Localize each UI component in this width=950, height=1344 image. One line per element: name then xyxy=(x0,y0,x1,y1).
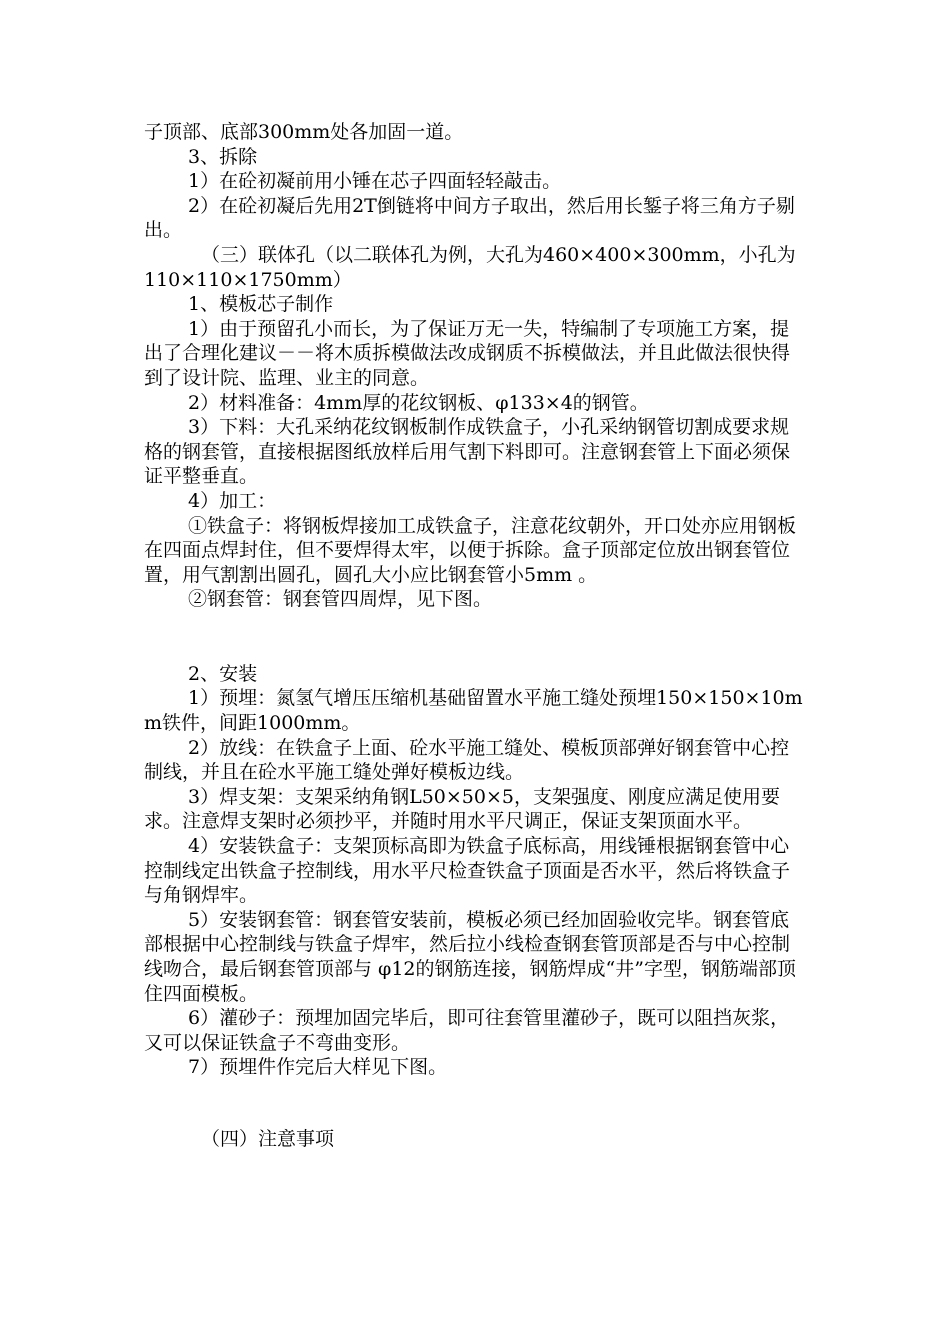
paragraph: 1）由于预留孔小而长，为了保证万无一失，特编制了专项施工方案，提出了合理化建议－－将木质拆模做法改成钢质不拆模做法，并且此做法很快得到了设计院、监理、业主的同意。 xyxy=(144,317,791,389)
paragraph: 7）预埋件作完后大样见下图。 xyxy=(188,1056,448,1079)
paragraph: ②钢套管：钢套管四周焊，见下图。 xyxy=(188,588,493,611)
paragraph: 1、模板芯子制作 xyxy=(188,293,334,316)
figure-placeholder-gap xyxy=(144,612,806,662)
paragraph: 1）在砼初凝前用小锤在芯子四面轻轻敲击。 xyxy=(188,170,562,193)
figure-placeholder-gap xyxy=(144,1080,806,1127)
paragraph: 1）预埋：氮氢气增压压缩机基础留置水平施工缝处预埋150×150×10mm铁件，间距1000mm。 xyxy=(144,687,803,735)
paragraph: ①铁盒子：将钢板焊接加工成铁盒子，注意花纹朝外，开口处亦应用钢板在四面点焊封住，但不要焊得太牢，以便于拆除。盒子顶部定位放出钢套管位置，用气割割出圆孔，圆孔大小应比钢套管小5mm 。 xyxy=(144,514,797,586)
paragraph: 子顶部、底部300mm处各加固一道。 xyxy=(144,121,464,143)
paragraph: 3、拆除 xyxy=(188,145,258,168)
paragraph: 4）加工： xyxy=(188,489,277,512)
paragraph: 2）放线：在铁盒子上面、砼水平施工缝处、模板顶部弹好钢套管中心控制线，并且在砼水平施工缝处弹好模板边线。 xyxy=(144,736,790,784)
paragraph: 4）安装铁盒子：支架顶标高即为铁盒子底标高，用线锤根据钢套管中心控制线定出铁盒子控制线，用水平尺检查铁盒子顶面是否水平，然后将铁盒子与角钢焊牢。 xyxy=(144,835,791,907)
paragraph: 5）安装钢套管：钢套管安装前，模板必须已经加固验收完毕。钢套管底部根据中心控制线与铁盒子焊牢，然后拉小线检查钢套管顶部是否与中心控制线吻合，最后钢套管顶部与 φ12的钢筋连接，钢筋焊成“井”字型，钢筋端部顶住四面模板。 xyxy=(144,908,796,1005)
paragraph: （三）联体孔（以二联体孔为例，大孔为460×400×300mm，小孔为110×110×1750mm） xyxy=(144,243,796,291)
paragraph: 3）下料：大孔采纳花纹钢板制作成铁盒子，小孔采纳钢管切割成要求规格的钢套管，直接根据图纸放样后用气割下料即可。注意钢套管上下面必须保证平整垂直。 xyxy=(144,416,791,488)
paragraph: 6）灌砂子：预埋加固完毕后，即可往套管里灌砂子，既可以阻挡灰浆，又可以保证铁盒子不弯曲变形。 xyxy=(144,1007,790,1054)
document-body xyxy=(144,120,806,1152)
paragraph: （四）注意事项 xyxy=(201,1127,335,1150)
paragraph: 2）材料准备：4mm厚的花纹钢板、φ133×4的钢管。 xyxy=(188,391,649,414)
paragraph: 2）在砼初凝后先用2T倒链将中间方子取出，然后用长錾子将三角方子剔出。 xyxy=(144,194,795,242)
paragraph: 2、安装 xyxy=(188,662,258,685)
paragraph: 3）焊支架：支架采纳角钢L50×50×5，支架强度、刚度应满足使用要求。注意焊支架时必须抄平，并随时用水平尺调正，保证支架顶面水平。 xyxy=(144,785,780,833)
